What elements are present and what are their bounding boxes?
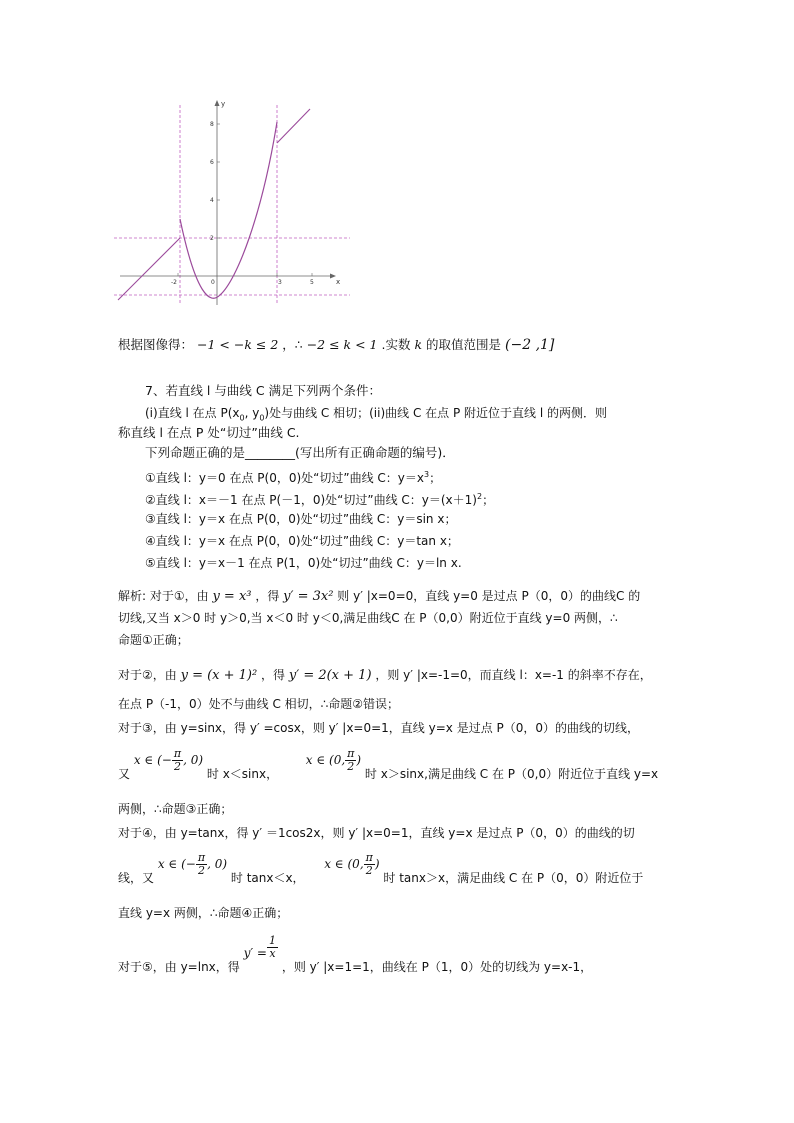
solution-1-line-3: 命题①正确；	[118, 633, 189, 647]
problem-condition-2: 称直线 l 在点 P 处“切过”曲线 C.	[118, 425, 300, 440]
range-answer: (−2 ,1]	[505, 337, 555, 353]
option-3: ③直线 l：y＝x 在点 P(0，0)处“切过”曲线 C：y＝sin x；	[145, 512, 457, 526]
inequality-2: −2 ≤ k < 1	[306, 337, 378, 352]
range-prefix: 根据图像得：	[118, 337, 194, 352]
range-sep: ，∴	[282, 337, 303, 352]
right-ray	[277, 109, 310, 143]
solution-1-line-2: 切线,又当 x＞0 时 y＞0,当 x＜0 时 y＜0,满足曲线C 在 P（0,0）附近位于直线 y=0 两侧，∴	[118, 611, 618, 625]
x-tick-label: 3	[278, 279, 282, 286]
solution-2-line-2: 在点 P（-1，0）处不与曲线 C 相切，∴命题②错误；	[118, 697, 400, 711]
solution-2-line-1: 对于②，由 y = (x + 1)² ，得 y′ = 2(x + 1) ，则 y′ |x=-1=0，而直线 l：x=-1 的斜率不存在，	[118, 668, 652, 683]
range-mid: .实数	[381, 337, 411, 352]
y-tick-label: 2	[210, 235, 214, 242]
problem-condition: (i)直线 l 在点 $P(x_0$, $y_0$)处与曲线 C 相切；(ii)曲线 C 在点 P 附近位于直线 l 的两侧．则	[145, 406, 607, 423]
y-tick-label: 8	[210, 121, 214, 128]
solution-4-line-2: 线，又 x ∈ (− $\frac{\pi}{2}$ , 0) 时 tanx＜x， x ∈ (0, $\frac{\pi}{2}$ ) 时 tanx＞x，满足曲线 C 在 P（0，0）附近位于	[118, 851, 644, 885]
option-2: ②直线 l：x＝－1 在点 P(－1，0)处“切过”曲线 C：$y=(x+1)^2$；	[145, 492, 495, 507]
option-4: ④直线 l：y＝x 在点 P(0，0)处“切过”曲线 C：y＝tan x；	[145, 534, 459, 548]
x-axis-label: x	[336, 278, 341, 286]
range-conclusion	[118, 334, 554, 356]
y-tick-label: 4	[210, 197, 214, 204]
solution-4-line-3: 直线 y=x 两侧，∴命题④正确；	[118, 906, 289, 920]
option-5: ⑤直线 l：y＝x－1 在点 P(1，0)处“切过”曲线 C：y＝ln x.	[145, 556, 462, 570]
problem-ask: 下列命题正确的是________(写出所有正确命题的编号)．	[145, 445, 455, 460]
solution-3-line-2: 又 x ∈ (− $\frac{\pi}{2}$ , 0) 时 x＜sinx， x ∈ (0, $\frac{\pi}{2}$ ) 时 x＞sinx,满足曲线 C 在 P（0,0）附近位于直线 y=x	[118, 747, 659, 781]
solution-3-line-3: 两侧，∴命题③正确；	[118, 802, 233, 816]
var-k: k	[414, 337, 423, 352]
problem-title: 7、若直线 l 与曲线 C 满足下列两个条件：	[145, 383, 382, 398]
y-axis-arrow	[215, 100, 220, 106]
function-graph	[112, 95, 352, 310]
x-tick-label: 5	[310, 279, 314, 286]
solution-1-line-1: 解析: 对于①，由 y = x³ ，得 y′ = 3x² 则 y′ |x=0=0，直线 y=0 是过点 P（0，0）的曲线C 的	[118, 589, 641, 604]
solution-3-line-1: 对于③，由 y=sinx，得 y′ =cosx，则 y′ |x=0=1，直线 y=x 是过点 P（0，0）的曲线的切线，	[118, 721, 640, 735]
parabola-curve	[180, 122, 277, 298]
solution-4-line-1: 对于④，由 y=tanx，得 y′ ＝1cos2x，则 y′ |x=0=1，直线 y=x 是过点 P（0，0）的曲线的切	[118, 826, 635, 840]
x-tick-label: -2	[171, 279, 177, 286]
inequality-1: −1 < −k ≤ 2	[197, 337, 279, 352]
range-suffix: 的取值范围是	[426, 337, 502, 352]
left-ray	[118, 238, 180, 300]
solution-5-line-1: 对于⑤，由 y=lnx，得 y′ = $\frac{1}{x}$ ，则 y′ |x=1=1，曲线在 P（1，0）处的切线为 y=x-1，	[118, 934, 593, 974]
y-axis-label: y	[221, 100, 226, 108]
option-1: ①直线 l：y＝0 在点 P(0，0)处“切过”曲线 C：$y=x^3$；	[145, 470, 442, 485]
x-tick-label: 0	[211, 279, 215, 286]
y-tick-label: 6	[210, 159, 214, 166]
